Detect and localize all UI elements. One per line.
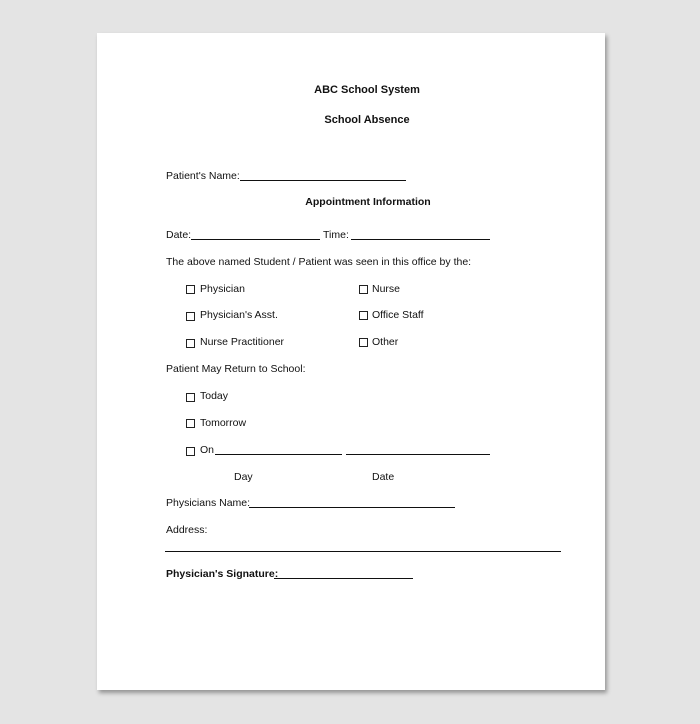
- nurse-checkbox[interactable]: [359, 285, 368, 294]
- patient-name-field[interactable]: [240, 180, 406, 181]
- appointment-heading: Appointment Information: [305, 196, 431, 208]
- time-field[interactable]: [351, 239, 490, 240]
- physicians-asst-option-label: Physician's Asst.: [200, 309, 278, 321]
- document-page: [97, 33, 605, 690]
- physician-option-label: Physician: [200, 283, 245, 295]
- on-checkbox[interactable]: [186, 447, 195, 456]
- return-date-field[interactable]: [346, 454, 490, 455]
- physician-checkbox[interactable]: [186, 285, 195, 294]
- nurse-practitioner-checkbox[interactable]: [186, 339, 195, 348]
- document-title: ABC School System: [314, 84, 420, 96]
- nurse-option-label: Nurse: [372, 283, 401, 295]
- tomorrow-checkbox[interactable]: [186, 419, 195, 428]
- office-staff-checkbox[interactable]: [359, 311, 368, 320]
- other-option-label: Other: [372, 336, 399, 348]
- document-subtitle: School Absence: [324, 114, 410, 126]
- patient-name-label: Patient's Name:: [166, 170, 240, 182]
- nurse-practitioner-option-label: Nurse Practitioner: [200, 336, 285, 348]
- date-caption: Date: [372, 471, 395, 483]
- on-option-label: On: [200, 444, 215, 456]
- signature-field[interactable]: [274, 578, 413, 579]
- other-checkbox[interactable]: [359, 338, 368, 347]
- return-day-field[interactable]: [215, 454, 342, 455]
- return-label: Patient May Return to School:: [166, 363, 306, 375]
- physician-name-label: Physicians Name:: [166, 497, 251, 509]
- tomorrow-option-label: Tomorrow: [200, 417, 247, 429]
- today-option-label: Today: [200, 390, 229, 402]
- day-caption: Day: [234, 471, 253, 483]
- physician-name-field[interactable]: [249, 507, 455, 508]
- office-staff-option-label: Office Staff: [372, 309, 424, 321]
- address-label: Address:: [166, 524, 208, 536]
- time-label: Time:: [323, 229, 349, 241]
- address-field[interactable]: [165, 551, 561, 552]
- date-field[interactable]: [191, 239, 320, 240]
- signature-label: Physician's Signature:: [166, 568, 279, 580]
- seen-by-statement: The above named Student / Patient was seen in this office by the:: [166, 256, 472, 268]
- date-label: Date:: [166, 229, 192, 241]
- today-checkbox[interactable]: [186, 393, 195, 402]
- physicians-asst-checkbox[interactable]: [186, 312, 195, 321]
